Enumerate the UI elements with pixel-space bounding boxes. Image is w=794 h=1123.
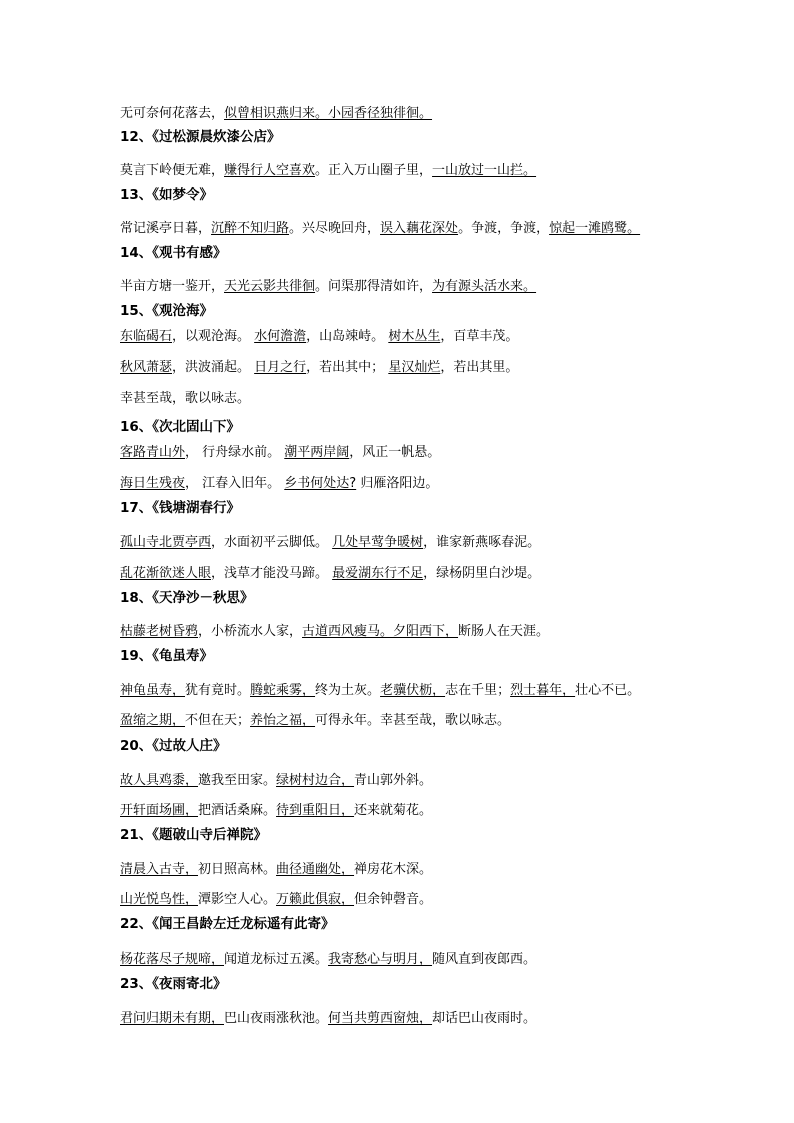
text-phrase: ，绿杨阴里白沙堤。 [423,566,541,581]
underlined-phrase: 乱花渐欲迷人眼 [120,566,212,581]
underlined-phrase: 星汉灿烂 [388,360,441,375]
underlined-phrase: 老骥伏枥， [380,683,446,698]
text-phrase: 犹有竟时。 [185,683,251,698]
text-phrase: 常记溪亭日暮， [120,221,212,236]
underlined-phrase: 待到重阳日， [276,803,355,818]
text-phrase: 14、《观书有感》 [120,245,227,261]
poem-line [120,624,549,640]
text-phrase: 。兴尽晚回舟， [289,221,381,236]
poem-line [120,952,536,968]
text-phrase: 无可奈何花落去， [120,106,225,121]
underlined-phrase: 天光云影共徘徊 [224,279,316,294]
text-phrase: ，浅草才能没马蹄。 [211,566,333,581]
text-phrase: 终为土灰。 [315,683,381,698]
underlined-phrase: 万籁此俱寂， [276,892,355,907]
text-phrase: ，山岛竦峙。 [306,329,389,344]
underlined-phrase: 赚得行人空喜欢 [224,163,316,178]
underlined-phrase: 山光悦鸟性， [120,892,199,907]
text-phrase: 莫言下岭便无难， [120,163,225,178]
underlined-phrase: 君问归期未有期， [120,1011,225,1026]
poem-line [120,221,640,237]
poem-line [120,535,540,551]
text-phrase: 闻道龙标过五溪。 [224,952,329,967]
poem-line [120,476,438,492]
poem-title [120,916,335,932]
text-phrase: 潭影空人心。 [198,892,277,907]
text-phrase: ，风正一帆悬。 [349,445,441,460]
text-phrase: 断肠人在天涯。 [458,624,550,639]
text-phrase: 初日照高林。 [198,862,277,877]
text-phrase: 志在千里； [445,683,511,698]
poem-line [120,862,432,878]
underlined-phrase: 孤山寺北贾亭西 [120,535,212,550]
poem-line [120,892,432,908]
text-phrase: 还来就菊花。 [354,803,433,818]
underlined-phrase: 海日生残夜 [120,476,186,491]
text-phrase: 。争渡，争渡， [458,221,550,236]
text-phrase: 可得永年。幸甚至哉，歌以咏志。 [315,713,511,728]
text-phrase: ，百草丰茂。 [440,329,519,344]
underlined-phrase: 神龟虽寿， [120,683,186,698]
underlined-phrase: 曲径通幽处， [276,862,355,877]
underlined-phrase: 惊起一滩鸥鹭。 [549,221,641,236]
text-phrase: 17、《钱塘湖春行》 [120,500,241,516]
underlined-phrase: 似曾相识燕归来。小园香径独徘徊。 [224,106,433,121]
poem-title [120,500,240,516]
underlined-phrase: 误入藕花深处 [380,221,459,236]
text-phrase: ，谁家新燕啄春泥。 [423,535,541,550]
text-phrase: 。问渠那得清如许， [315,279,433,294]
text-phrase: ，若出其里。 [440,360,519,375]
underlined-phrase: 枯藤老树昏鸦 [120,624,199,639]
text-phrase: 不但在天； [185,713,251,728]
poem-title [120,303,213,319]
poem-line [120,445,440,461]
underlined-phrase: 腾蛇乘雾， [250,683,316,698]
poem-line [120,360,518,376]
text-phrase: 18、《天净沙－秋思》 [120,590,254,606]
underlined-phrase: 乡书何处达? [284,476,357,491]
text-phrase: ， 江春入旧年。 [185,476,285,491]
underlined-phrase: 日月之行 [254,360,307,375]
text-phrase: 20、《过故人庄》 [120,738,227,754]
poem-title [120,648,213,664]
text-phrase: ，水面初平云脚低。 [211,535,333,550]
text-phrase: 19、《龟虽寿》 [120,648,214,664]
poem-line [120,773,432,789]
poem-line [120,803,432,819]
text-phrase: 23、《夜雨寄北》 [120,976,227,992]
underlined-phrase: 一山放过一山拦。 [432,163,537,178]
poem-title [120,187,213,203]
text-phrase: 16、《次北固山下》 [120,419,241,435]
underlined-phrase: 故人具鸡黍， [120,773,199,788]
text-phrase: 随风直到夜郎西。 [432,952,537,967]
underlined-phrase: 为有源头活水来。 [432,279,537,294]
underlined-phrase: 古道西风瘦马。夕阳西下， [302,624,459,639]
underlined-phrase: 秋风萧瑟 [120,360,173,375]
poem-line [120,1011,536,1027]
underlined-phrase: 清晨入古寺， [120,862,199,877]
text-phrase: 。正入万山圈子里， [315,163,433,178]
text-phrase: 却话巴山夜雨时。 [432,1011,537,1026]
poem-title [120,827,267,843]
underlined-phrase: 沉醉不知归路 [211,221,290,236]
underlined-phrase: 绿树村边合， [276,773,355,788]
poem-title [120,976,227,992]
poem-title [120,245,227,261]
text-phrase: 禅房花木深。 [354,862,433,877]
text-phrase: ， 行舟绿水前。 [185,445,285,460]
poem-title [120,590,254,606]
underlined-phrase: 何当共剪西窗烛， [328,1011,433,1026]
text-phrase: 15、《观沧海》 [120,303,214,319]
text-phrase: 把酒话桑麻。 [198,803,277,818]
text-phrase: ，小桥流水人家， [198,624,303,639]
text-phrase: ，以观沧海。 [172,329,255,344]
text-phrase: 12、《过松源晨炊漆公店》 [120,129,281,145]
underlined-phrase: 盈缩之期， [120,713,186,728]
underlined-phrase: 潮平两岸阔 [284,445,350,460]
underlined-phrase: 开轩面场圃， [120,803,199,818]
text-phrase: 22、《闻王昌龄左迁龙标遥有此寄》 [120,916,335,932]
text-phrase: ，若出其中； [306,360,389,375]
poem-line [120,163,536,179]
underlined-phrase: 水何澹澹 [254,329,307,344]
text-phrase: 壮心不已。 [575,683,641,698]
underlined-phrase: 几处早莺争暖树 [332,535,424,550]
text-phrase: 幸甚至哉，歌以咏志。 [120,391,251,406]
text-phrase: 巴山夜雨涨秋池。 [224,1011,329,1026]
poem-line [120,106,432,122]
underlined-phrase: 客路青山外 [120,445,186,460]
poem-title [120,419,240,435]
text-phrase: 青山郭外斜。 [354,773,433,788]
underlined-phrase: 我寄愁心与明月， [328,952,433,967]
text-phrase: ，洪波涌起。 [172,360,255,375]
underlined-phrase: 杨花落尽子规啼， [120,952,225,967]
text-phrase: 归雁洛阳边。 [356,476,439,491]
text-phrase: 但余钟磬音。 [354,892,433,907]
underlined-phrase: 烈士暮年， [510,683,576,698]
poem-title [120,129,281,145]
poem-line [120,566,540,582]
text-phrase: 21、《题破山寺后禅院》 [120,827,268,843]
poem-line [120,391,250,407]
text-phrase: 邀我至田家。 [198,773,277,788]
poem-title [120,738,227,754]
poem-line [120,279,536,295]
poem-line [120,683,640,699]
poem-line [120,329,518,345]
text-phrase: 半亩方塘一鉴开， [120,279,225,294]
underlined-phrase: 东临碣石 [120,329,173,344]
text-phrase: 13、《如梦令》 [120,187,214,203]
underlined-phrase: 最爱湖东行不足 [332,566,424,581]
underlined-phrase: 树木丛生 [388,329,441,344]
underlined-phrase: 养怡之福， [250,713,316,728]
poem-line [120,713,510,729]
